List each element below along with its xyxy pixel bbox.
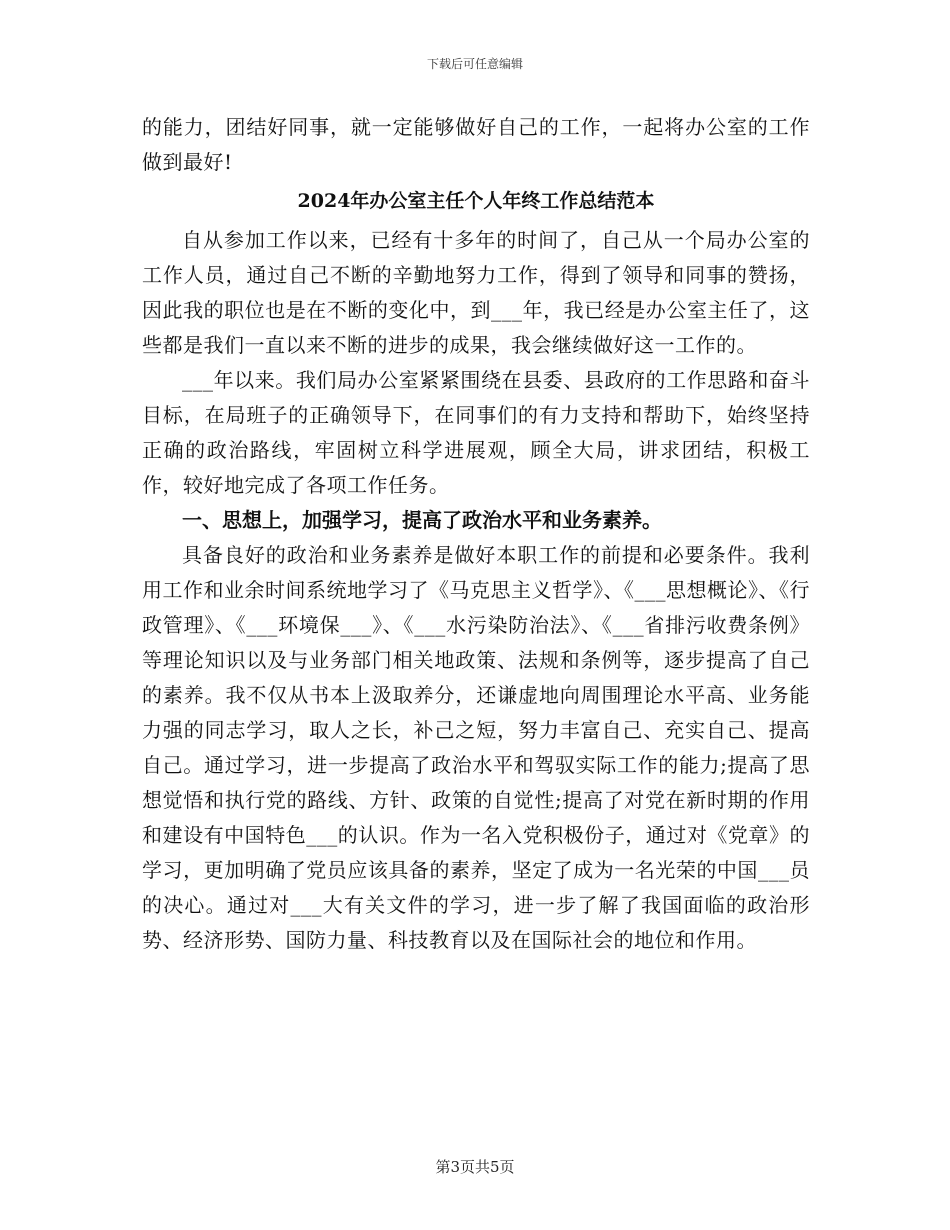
paragraph-2: ___年以来。我们局办公室紧紧围绕在县委、县政府的工作思路和奋斗目标，在局班子的正确领导下，在同事们的有力支持和帮助下，始终坚持正确的政治路线，牢固树立科学进展观，顾全大局，讲求团结，积极工作，较好地完成了各项工作任务。: [142, 368, 810, 497]
section-heading: 一、思想上，加强学习，提高了政治水平和业务素养。: [182, 508, 662, 532]
intro-paragraph: 的能力，团结好同事，就一定能够做好自己的工作，一起将办公室的工作做到最好!: [142, 115, 810, 174]
document-body: [142, 110, 810, 958]
page-header-note: 下载后可任意编辑: [426, 57, 523, 71]
paragraph-1: 自从参加工作以来，已经有十多年的时间了，自己从一个局办公室的工作人员，通过自己不断的辛勤地努力工作，得到了领导和同事的赞扬，因此我的职位也是在不断的变化中，到___年，我已经是办公室主任了，这些都是我们一直以来不断的进步的成果，我会继续做好这一工作的。: [142, 228, 810, 357]
page-footer-indicator: 第3页共5页: [435, 1158, 515, 1176]
document-title: 2024年办公室主任个人年终工作总结范本: [297, 190, 655, 212]
section-paragraph: 具备良好的政治和业务素养是做好本职工作的前提和必要条件。我利用工作和业余时间系统地学习了《马克思主义哲学》、《___思想概论》、《行政管理》、《___环境保___》、《___水污染防治法》、《___省排污收费条例》等理论知识以及与业务部门相关地政策、法规和条例等，逐步提高了自己的素养。我不仅从书本上汲取养分，还谦虚地向周围理论水平高、业务能力强的同志学习，取人之长，补己之短，努力丰富自己、充实自己、提高自己。通过学习，进一步提高了政治水平和驾驭实际工作的能力;提高了思想觉悟和执行党的路线、方针、政策的自觉性;提高了对党在新时期的作用和建设有中国特色___的认识。作为一名入党积极份子，通过对《党章》的学习，更加明确了党员应该具备的素养，坚定了成为一名光荣的中国___员的决心。通过对___大有关文件的学习，进一步了解了我国面临的政治形势、经济形势、国防力量、科技教育以及在国际社会的地位和作用。: [142, 543, 810, 952]
